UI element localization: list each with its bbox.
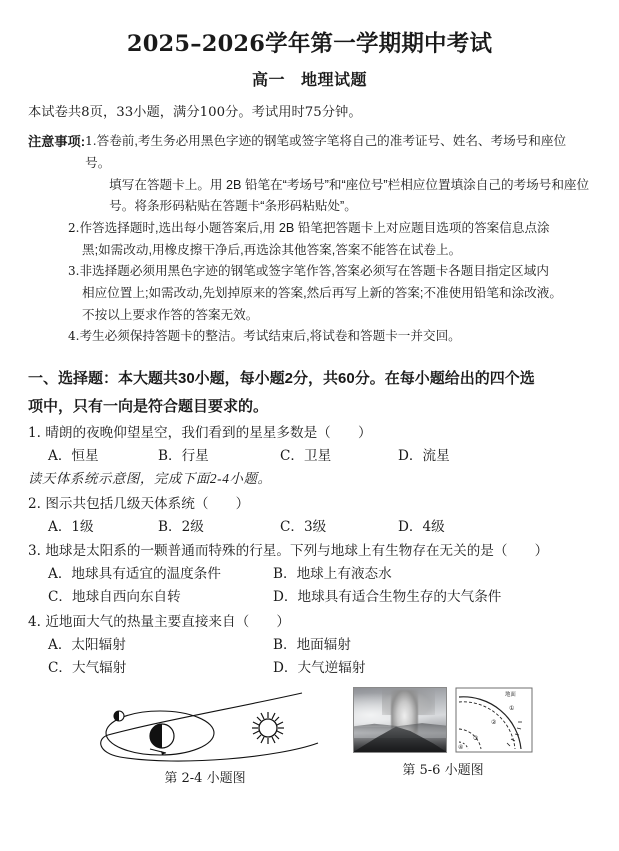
figure-1-caption: 第 2-4 小题图 — [164, 771, 246, 787]
section-heading — [28, 365, 591, 421]
notice-block — [28, 131, 591, 348]
notice-item-2-text-1: 作答选择题时,选出每小题答案后,用 2B 铅笔把答题卡上对应题目选项的答案信息点涂 — [79, 220, 550, 235]
question-2-number: 2. — [28, 495, 41, 512]
notice-item-2-number: 2. — [68, 220, 80, 235]
figure-2-caption: 第 5-6 小题图 — [402, 763, 484, 779]
exam-subtitle — [28, 67, 591, 90]
volcano-eruption-photo — [353, 687, 447, 753]
question-1-number: 1. — [28, 425, 41, 442]
question-3-option-c[interactable]: C．地球自西向东自转 — [48, 589, 181, 606]
notice-item-3-number: 3. — [68, 264, 80, 279]
question-1-option-a[interactable]: A．恒星 — [48, 448, 99, 465]
notice-item-1-line-3: 号。将条形码粘贴在答题卡“条形码粘贴处”。 — [109, 199, 357, 214]
notice-item-1-line-1 — [85, 131, 591, 174]
exam-title: 2025–2026学年第一学期期中考试 — [126, 31, 493, 57]
notice-item-2 — [58, 218, 591, 261]
earth-surface-label: 地面 — [505, 692, 516, 699]
notice-items-rest — [28, 218, 591, 348]
notice-item-4-text-1: 考生必须保持答题卡的整洁。考试结束后,将试卷和答题卡一并交回。 — [79, 329, 461, 344]
question-3-number: 3. — [28, 543, 41, 560]
earth-internal-structure-icon — [455, 687, 533, 753]
question-4-option-d[interactable]: D．大气逆辐射 — [273, 659, 366, 676]
notice-item-4-line-1 — [58, 326, 591, 348]
question-3-options-row-2 — [28, 586, 591, 609]
question-1-options — [28, 445, 591, 468]
question-4-stem — [28, 611, 591, 634]
question-2-stem-text: 图示共包括几级天体系统（ ） — [45, 495, 250, 512]
question-3-stem — [28, 540, 591, 563]
question-2-options — [28, 516, 591, 539]
material-prompt-line: 读天体系统示意图，完成下面2-4小题。 — [28, 470, 272, 486]
notice-item-1-text-1: 答卷前,考生务必用黑色字迹的钢笔或签字笔将自己的准考证号、姓名、考场号和座位号。 — [85, 134, 567, 170]
notice-item-1 — [85, 131, 591, 218]
exam-info-line: 本试卷共8页，33小题，满分100分。考试用时75分钟。 — [28, 105, 362, 120]
question-2-option-c[interactable]: C．3级 — [280, 518, 327, 535]
question-3-options-row-1 — [28, 563, 591, 586]
figures-area — [28, 691, 591, 803]
earth-layer-label-1: ① — [509, 705, 515, 713]
section-heading-line-1: 一、选择题：本大题共30小题，每小题2分，共60分。在每小题给出的四个选 — [28, 369, 535, 387]
question-4-option-b[interactable]: B．地面辐射 — [273, 636, 351, 653]
question-1-option-c[interactable]: C．卫星 — [280, 448, 332, 465]
question-2 — [28, 493, 591, 539]
question-4 — [28, 611, 591, 679]
notice-item-3 — [58, 261, 591, 326]
question-4-number: 4. — [28, 613, 41, 630]
notice-item-2-line-1 — [58, 218, 591, 240]
figure-celestial-system — [90, 691, 320, 786]
notice-item-4 — [58, 326, 591, 348]
question-2-option-d[interactable]: D．4级 — [398, 518, 445, 535]
notice-item-3-text-1: 非选择题必须用黑色字迹的钢笔或签字笔作答,答案必须写在答题卡各题目指定区域内 — [79, 264, 549, 279]
question-1-stem-text: 晴朗的夜晚仰望星空，我们看到的星星多数是（ ） — [45, 425, 372, 442]
celestial-system-icon — [90, 691, 320, 763]
question-3-option-b[interactable]: B．地球上有液态水 — [273, 566, 392, 583]
earth-layer-label-3: ③ — [473, 735, 479, 743]
question-2-option-a[interactable]: A．1级 — [48, 518, 94, 535]
earth-layer-label-4: ④ — [458, 744, 464, 752]
question-2-option-b[interactable]: B．2级 — [158, 518, 204, 535]
question-3 — [28, 540, 591, 608]
exam-subject: 地理试题 — [301, 72, 368, 89]
notice-item-3-line-1 — [58, 261, 591, 283]
question-4-options-row-1 — [28, 634, 591, 657]
notice-item-3-line-2: 相应位置上;如需改动,先划掉原来的答案,然后再写上新的答案;不准使用铅笔和涂改液。 — [82, 285, 562, 300]
notice-item-3-line-3: 不按以上要求作答的答案无效。 — [82, 307, 259, 322]
question-3-stem-text: 地球是太阳系的一颗普通而特殊的行星。下列与地球上有生物存在无关的是（ ） — [45, 543, 549, 560]
notice-item-4-number: 4. — [68, 329, 80, 344]
question-1-stem — [28, 422, 591, 445]
question-4-option-a[interactable]: A．太阳辐射 — [48, 636, 126, 653]
question-3-option-d[interactable]: D．地球具有适合生物生存的大气条件 — [273, 589, 502, 606]
notice-item-1-number: 1. — [85, 134, 97, 149]
question-2-stem — [28, 493, 591, 516]
notice-first-row — [28, 131, 591, 218]
figure-volcano-earth-layers — [328, 687, 558, 778]
question-4-options-row-2 — [28, 657, 591, 680]
question-4-stem-text: 近地面大气的热量主要直接来自（ ） — [45, 613, 290, 630]
question-3-option-a[interactable]: A．地球具有适宜的温度条件 — [48, 566, 221, 583]
figure-2-row — [328, 687, 558, 753]
question-1 — [28, 422, 591, 468]
question-1-option-b[interactable]: B．行星 — [158, 448, 209, 465]
question-4-option-c[interactable]: C．大气辐射 — [48, 659, 127, 676]
notice-label: 注意事项: — [28, 134, 86, 150]
exam-paper-page — [0, 26, 619, 851]
exam-grade: 高一 — [251, 72, 285, 89]
earth-layer-label-2: ② — [491, 719, 497, 727]
notice-item-2-line-2: 黑;如需改动,用橡皮擦干净后,再选涂其他答案,答案不能答在试卷上。 — [82, 242, 462, 257]
section-heading-line-2: 项中，只有一向是符合题目要求的。 — [28, 397, 269, 415]
question-1-option-d[interactable]: D．流星 — [398, 448, 450, 465]
notice-item-1-line-2: 填写在答题卡上。用 2B 铅笔在“考场号”和“座位号”栏相应位置填涂自己的考场号和座位 — [109, 177, 590, 192]
